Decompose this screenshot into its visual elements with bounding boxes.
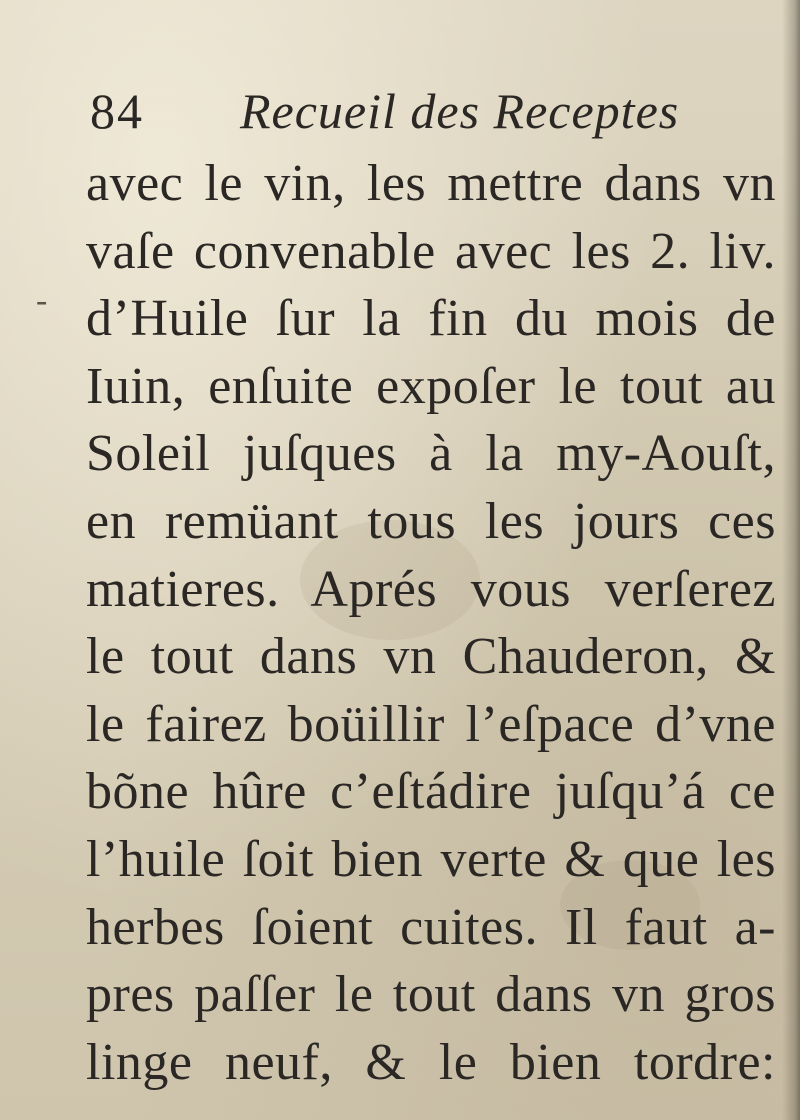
text-line: Soleil juſques à la my-Aouſt, — [86, 425, 776, 483]
running-header — [90, 78, 780, 144]
page-edge-shadow — [782, 0, 800, 1120]
text-line: le fairez boüillir l’eſpace d’vne — [86, 695, 776, 753]
text-line: en remüant tous les jours ces — [86, 492, 776, 550]
text-line: herbes ſoient cuites. Il faut a- — [86, 898, 776, 956]
text-line: matieres. Aprés vous verſerez — [86, 560, 776, 618]
text-line: l’huile ſoit bien verte & que les — [86, 830, 776, 888]
running-title: Recueil des Receptes — [240, 83, 680, 139]
text-line: linge neuf, & le bien tordre: — [86, 1033, 776, 1091]
body-text — [86, 150, 776, 1096]
text-line: le tout dans vn Chauderon, & — [86, 628, 776, 686]
text-line: Iuin, enſuite expoſer le tout au — [86, 357, 776, 415]
text-line: avec le vin, les mettre dans vn — [86, 155, 776, 212]
margin-mark: - — [36, 282, 48, 319]
text-line: pres paſſer le tout dans vn gros — [86, 966, 776, 1024]
text-line: d’Huile ſur la fin du mois de — [86, 290, 776, 348]
page-number: 84 — [90, 83, 144, 139]
text-line: vaſe convenable avec les 2. liv. — [86, 222, 776, 280]
text-line: bõne hûre c’eſtádire juſqu’á ce — [86, 763, 776, 821]
